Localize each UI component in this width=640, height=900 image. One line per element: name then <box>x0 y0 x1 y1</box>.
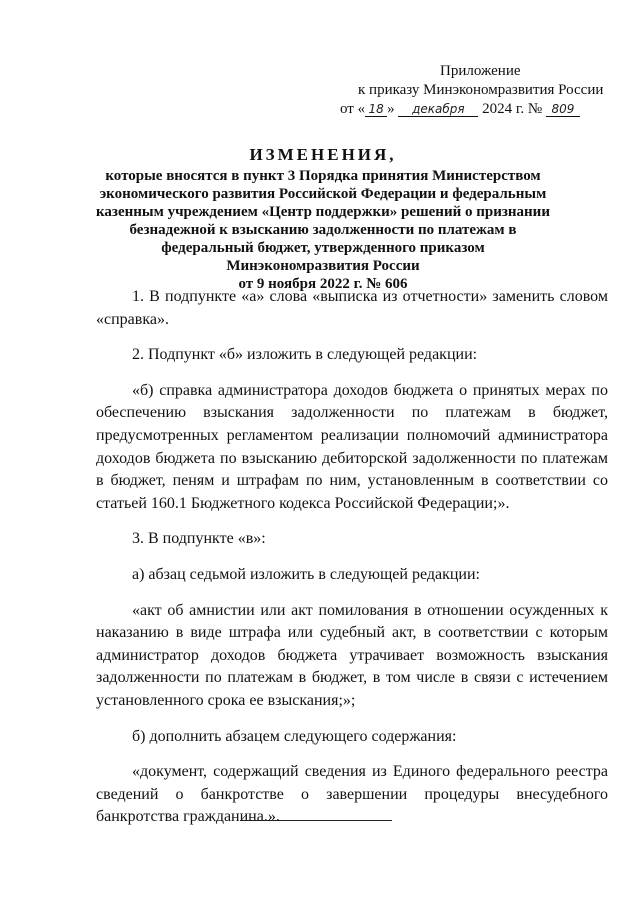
appendix-title: Приложение <box>440 63 521 79</box>
handwritten-day: 18 <box>365 102 387 117</box>
appendix-date-line <box>340 100 610 119</box>
paragraph-7: б) дополнить абзацем следующего содержания: <box>132 727 457 745</box>
appendix-header <box>340 62 610 119</box>
paragraph-6: «акт об амнистии или акт помилования в отношении осужденных к наказанию в виде штрафа или судебный акт, в соответствии с которым администратор доходов бюджета утрачивает возможность взыскания задолженности по платежам в бюджет, в том числе в связи с истечением установленного срока ее взыскания;»; <box>96 601 608 709</box>
title-subtitle: которые вносятся в пункт 3 Порядка принятия Министерством экономического развития Российской Федерации и федеральным казенным учреждением «Центр поддержки» решений о признании безнадежной к взысканию задолженности по платежам в федеральный бюджет, утвержденного приказом Минэкономразвития России <box>96 168 550 274</box>
paragraph-4: 3. В подпункте «в»: <box>132 530 266 548</box>
paragraph-3: «б) справка администратора доходов бюджета о принятых мерах по обеспечению взыскания задолженности по платежам в бюджет, предусмотренных регламентом реализации полномочий администратора доходов бюджета по взысканию дебиторской задолженности по платежам в бюджет, пеням и штрафам по ним, установленным в соответствии со статьей 160.1 Бюджетного кодекса Российской Федерации;». <box>96 381 608 512</box>
date-prefix: от « <box>340 101 366 117</box>
appendix-order-ref: к приказу Минэкономразвития России <box>358 82 604 98</box>
paragraph-5: а) абзац седьмой изложить в следующей редакции: <box>132 565 480 583</box>
handwritten-month: декабря <box>398 102 478 117</box>
title-heading: ИЗМЕНЕНИЯ, <box>249 145 397 164</box>
year-and-number-label: 2024 г. № <box>482 101 543 117</box>
paragraph-1: 1. В подпункте «а» слова «выписка из отчетности» заменить словом «справка». <box>96 288 608 328</box>
document-body <box>96 286 608 829</box>
paragraph-8: «документ, содержащий сведения из Единого федерального реестра сведений о банкротстве о завершении процедуры внесудебного банкротства гражданина.». <box>96 763 608 826</box>
paragraph-2: 2. Подпункт «б» изложить в следующей редакции: <box>132 346 478 364</box>
document-title <box>90 146 556 293</box>
handwritten-order-number: 809 <box>546 102 580 117</box>
closing-divider <box>240 820 392 821</box>
date-mid: » <box>387 101 395 117</box>
title-date-line: от 9 ноября 2022 г. № 606 <box>238 276 408 292</box>
